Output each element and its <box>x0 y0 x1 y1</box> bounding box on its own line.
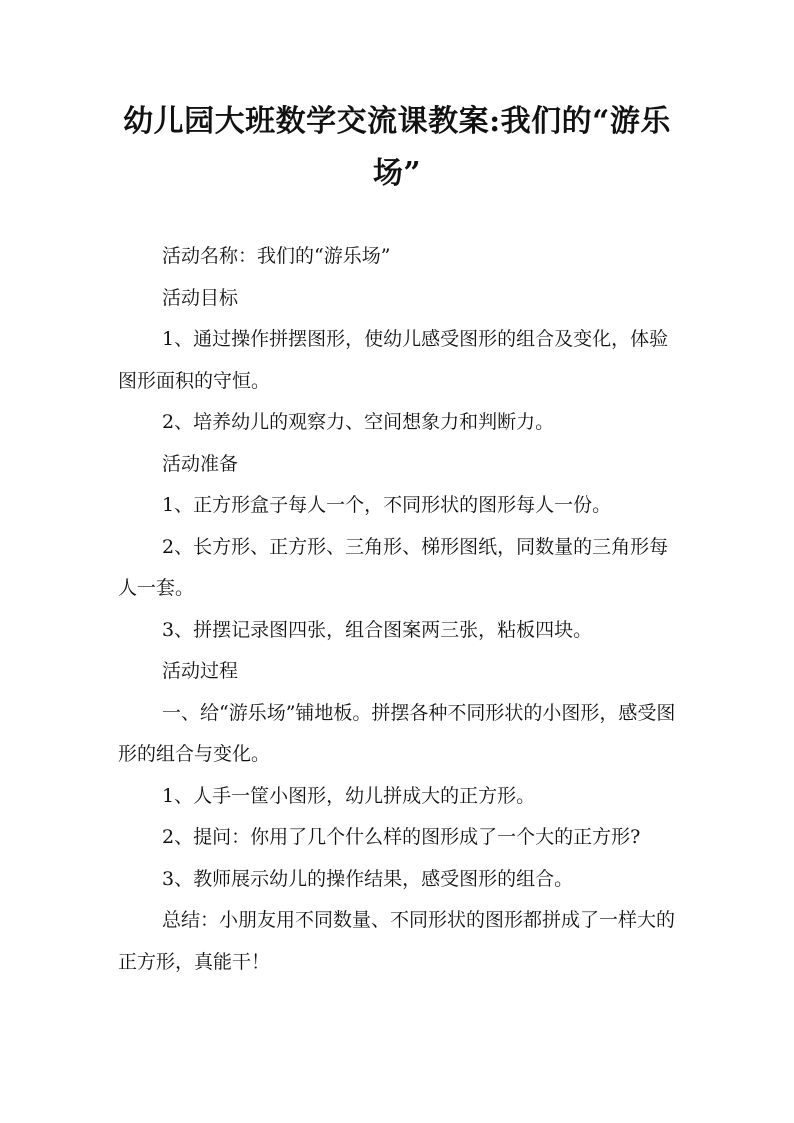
preparation-item-1: 1、正方形盒子每人一个，不同形状的图形每人一份。 <box>162 494 612 516</box>
process-substep-3: 3、教师展示幼儿的操作结果，感受图形的组合。 <box>162 867 574 890</box>
activity-name: 活动名称：我们的“游乐场” <box>162 245 391 267</box>
goal-item-2: 2、培养幼儿的观察力、空间想象力和判断力。 <box>162 411 555 433</box>
process-substep-1: 1、人手一筐小图形，幼儿拼成大的正方形。 <box>162 784 536 807</box>
goal-item-1: 1、通过操作拼摆图形，使幼儿感受图形的组合及变化，体验图形面积的守恒。 <box>118 328 669 392</box>
document-title: 幼儿园大班数学交流课教案:我们的“游乐场” <box>123 104 671 191</box>
preparation-item-3: 3、拼摆记录图四张，组合图案两三张，粘板四块。 <box>162 618 593 641</box>
section-heading-preparation: 活动准备 <box>162 452 239 475</box>
section-heading-goals: 活动目标 <box>162 286 239 309</box>
process-summary: 总结：小朋友用不同数量、不同形状的图形都拼成了一样大的正方形，真能干！ <box>118 909 676 973</box>
process-substep-2: 2、提问：你用了几个什么样的图形成了一个大的正方形? <box>162 826 641 848</box>
process-step-1: 一、给“游乐场”铺地板。拼摆各种不同形状的小图形，感受图形的组合与变化。 <box>118 701 676 765</box>
preparation-item-2: 2、长方形、正方形、三角形、梯形图纸，同数量的三角形每人一套。 <box>118 535 669 599</box>
section-heading-process: 活动过程 <box>162 660 239 682</box>
document-body <box>118 236 684 983</box>
